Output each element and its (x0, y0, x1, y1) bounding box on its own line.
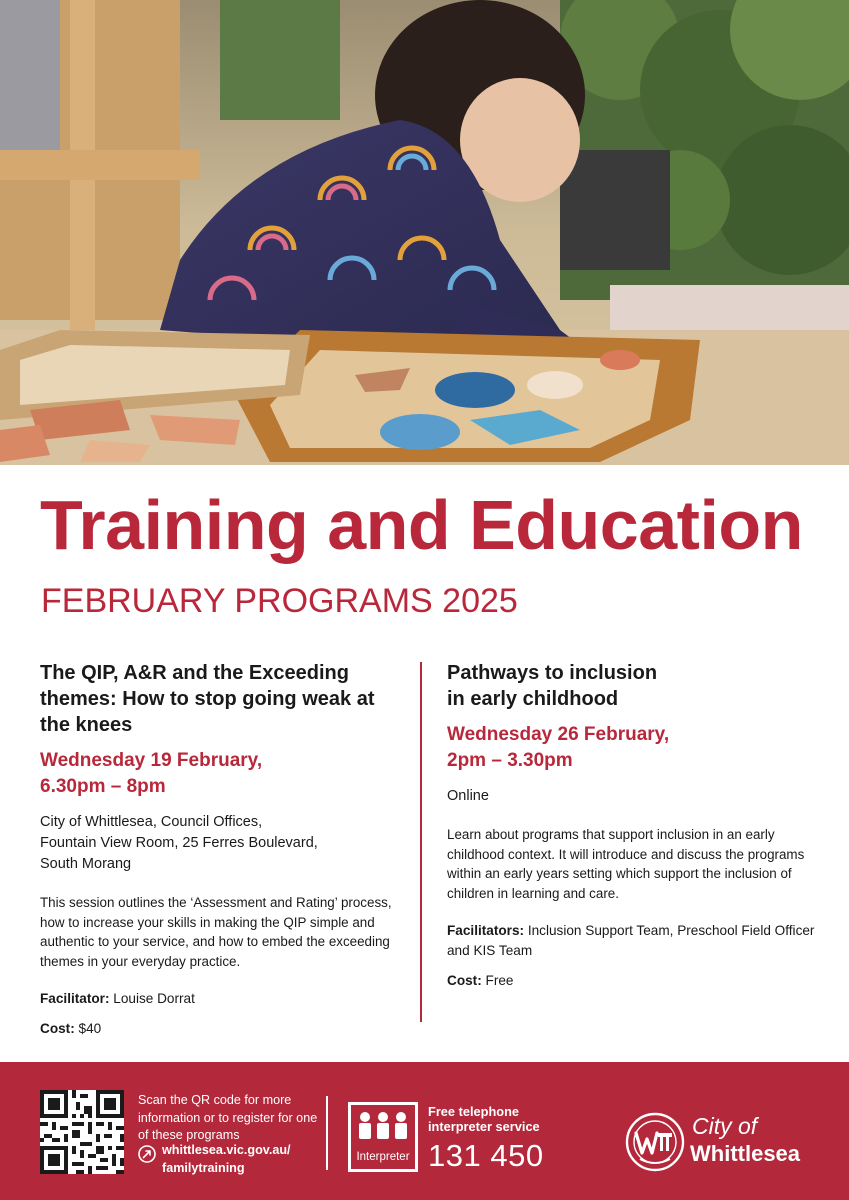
interpreter-service-text: Free telephone interpreter service (428, 1104, 540, 1134)
program-description: This session outlines the ‘Assessment and Rating’ process, how to increase your skills in making the QIP simple and authentic to your service, and how to embed the exceeding themes in your everyday practice. (40, 895, 392, 969)
qr-instructions: Scan the QR code for more information or to register for one of these programs (138, 1093, 318, 1142)
program-date (40, 748, 405, 800)
program-facilitator (40, 989, 405, 1009)
arrow-link-icon (138, 1145, 156, 1163)
program-location-line2: Fountain View Room, 25 Ferres Boulevard, (40, 835, 318, 851)
interpreter-icon-label: Interpreter (356, 1151, 410, 1163)
interpreter-icon (348, 1102, 418, 1172)
program-cost (447, 971, 817, 991)
program-date-line2: 6.30pm – 8pm (40, 776, 166, 797)
page-title: Training and Education (40, 486, 803, 564)
program-date-line2: 2pm – 3.30pm (447, 750, 573, 771)
cost-label: Cost: (40, 1021, 75, 1036)
city-logo-icon (624, 1111, 686, 1173)
footer-divider (326, 1096, 328, 1170)
cost-label: Cost: (447, 973, 482, 988)
register-link-text[interactable] (162, 1142, 332, 1177)
facilitator-value: Louise Dorrat (113, 991, 195, 1006)
interpreter-phone-number[interactable]: 131 450 (428, 1138, 544, 1173)
facilitator-value: Inclusion Support Team, Preschool Field Officer and KIS Team (447, 923, 815, 958)
column-divider (420, 662, 422, 1022)
cost-value: $40 (78, 1021, 102, 1036)
hero-illustration (0, 0, 849, 465)
city-logo-line2: Whittlesea (690, 1141, 801, 1166)
city-logo-line1: City of (692, 1113, 758, 1139)
page-subtitle: FEBRUARY PROGRAMS 2025 (41, 582, 518, 620)
hero-photo (0, 0, 849, 465)
program-card-qip (40, 660, 405, 1039)
qr-code-icon[interactable] (40, 1090, 124, 1174)
program-title: The QIP, A&R and the Exceeding themes: How to stop going weak at the knees (40, 662, 375, 736)
facilitator-label: Facilitator: (40, 991, 110, 1006)
program-location-line1: City of Whittlesea, Council Offices, (40, 814, 263, 830)
facilitator-label: Facilitators: (447, 923, 525, 938)
program-date-line1: Wednesday 19 February, (40, 750, 263, 771)
program-date (447, 722, 817, 774)
register-link-line1[interactable]: whittlesea.vic.gov.au/ (162, 1143, 291, 1157)
program-description: Learn about programs that support inclusion in an early childhood context. It will introduce and discuss the programs within an early years setting which support the inclusion of children in learning and care. (447, 827, 805, 901)
program-title-line2: in early childhood (447, 688, 619, 710)
register-link-line2[interactable]: familytraining (162, 1160, 245, 1175)
program-cost (40, 1019, 405, 1039)
program-date-line1: Wednesday 26 February, (447, 724, 670, 745)
program-card-inclusion (447, 660, 817, 991)
program-location: Online (447, 788, 489, 804)
program-facilitator (447, 921, 817, 961)
footer-banner (0, 1062, 849, 1200)
cost-value: Free (485, 973, 514, 988)
program-location (40, 812, 405, 875)
program-location-line3: South Morang (40, 856, 132, 872)
program-title-line1: Pathways to inclusion (447, 662, 658, 684)
program-title (447, 660, 817, 712)
